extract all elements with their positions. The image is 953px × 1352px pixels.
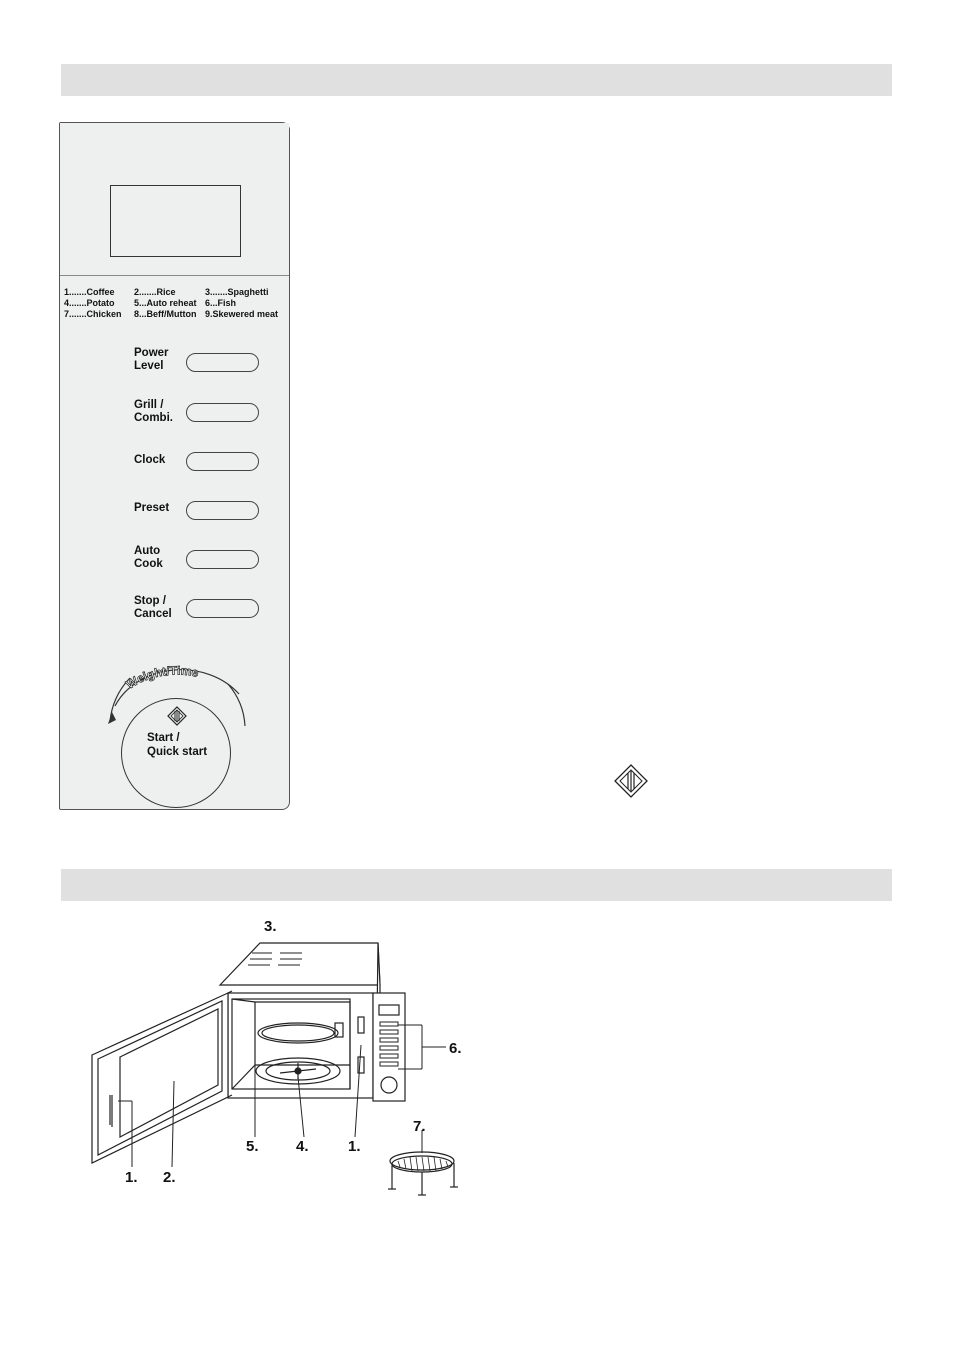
callout-rack: 7. (413, 1118, 426, 1135)
auto-cook-menu-list (64, 287, 290, 320)
menu-row (64, 309, 290, 320)
callout-vents: 3. (264, 918, 277, 935)
menu-item: 1.......Coffee (64, 287, 115, 297)
menu-row (64, 287, 290, 298)
lcd-display (110, 185, 241, 257)
power-level-label: Power Level (134, 347, 169, 372)
start-quick-start-knob[interactable] (121, 698, 231, 808)
stop-cancel-label: Stop / Cancel (134, 595, 172, 620)
callout-door-window: 2. (163, 1169, 176, 1186)
clock-label: Clock (134, 454, 166, 466)
menu-item: 7.......Chicken (64, 309, 122, 319)
callout-door-seal: 1. (125, 1169, 138, 1186)
menu-item: 6...Fish (205, 298, 237, 308)
grill-combi-button[interactable] (186, 403, 259, 422)
menu-item: 9.Skewered meat (205, 309, 279, 319)
start-icon (167, 706, 187, 726)
menu-row (64, 298, 290, 309)
clock-button[interactable] (186, 452, 259, 471)
section-header-band-1 (61, 64, 892, 96)
auto-cook-button[interactable] (186, 550, 259, 569)
menu-item: 2.......Rice (134, 287, 176, 297)
start-symbol-icon (614, 764, 648, 798)
menu-item: 3.......Spaghetti (205, 287, 269, 297)
microwave-diagram (80, 905, 480, 1205)
quick-start-label: Quick start (147, 746, 208, 758)
callout-shaft: 5. (246, 1138, 259, 1155)
callout-safety-lock: 1. (348, 1138, 361, 1155)
preset-label: Preset (134, 502, 170, 514)
svg-text:Weight/Time (124, 663, 201, 691)
callout-control-panel: 6. (449, 1040, 462, 1057)
preset-button[interactable] (186, 501, 259, 520)
callout-roller-ring: 4. (296, 1138, 309, 1155)
weight-time-label: Weight/Time (123, 663, 200, 692)
menu-item: 4.......Potato (64, 298, 115, 308)
section-header-band-2 (61, 869, 892, 901)
menu-item: 8...Beff/Mutton (134, 309, 197, 319)
menu-item: 5...Auto reheat (134, 298, 197, 308)
auto-cook-label: Auto Cook (134, 545, 163, 570)
start-label: Start / (147, 732, 180, 744)
stop-cancel-button[interactable] (186, 599, 259, 618)
power-level-button[interactable] (186, 353, 259, 372)
control-panel-illustration (59, 122, 290, 810)
grill-combi-label: Grill / Combi. (134, 399, 173, 424)
